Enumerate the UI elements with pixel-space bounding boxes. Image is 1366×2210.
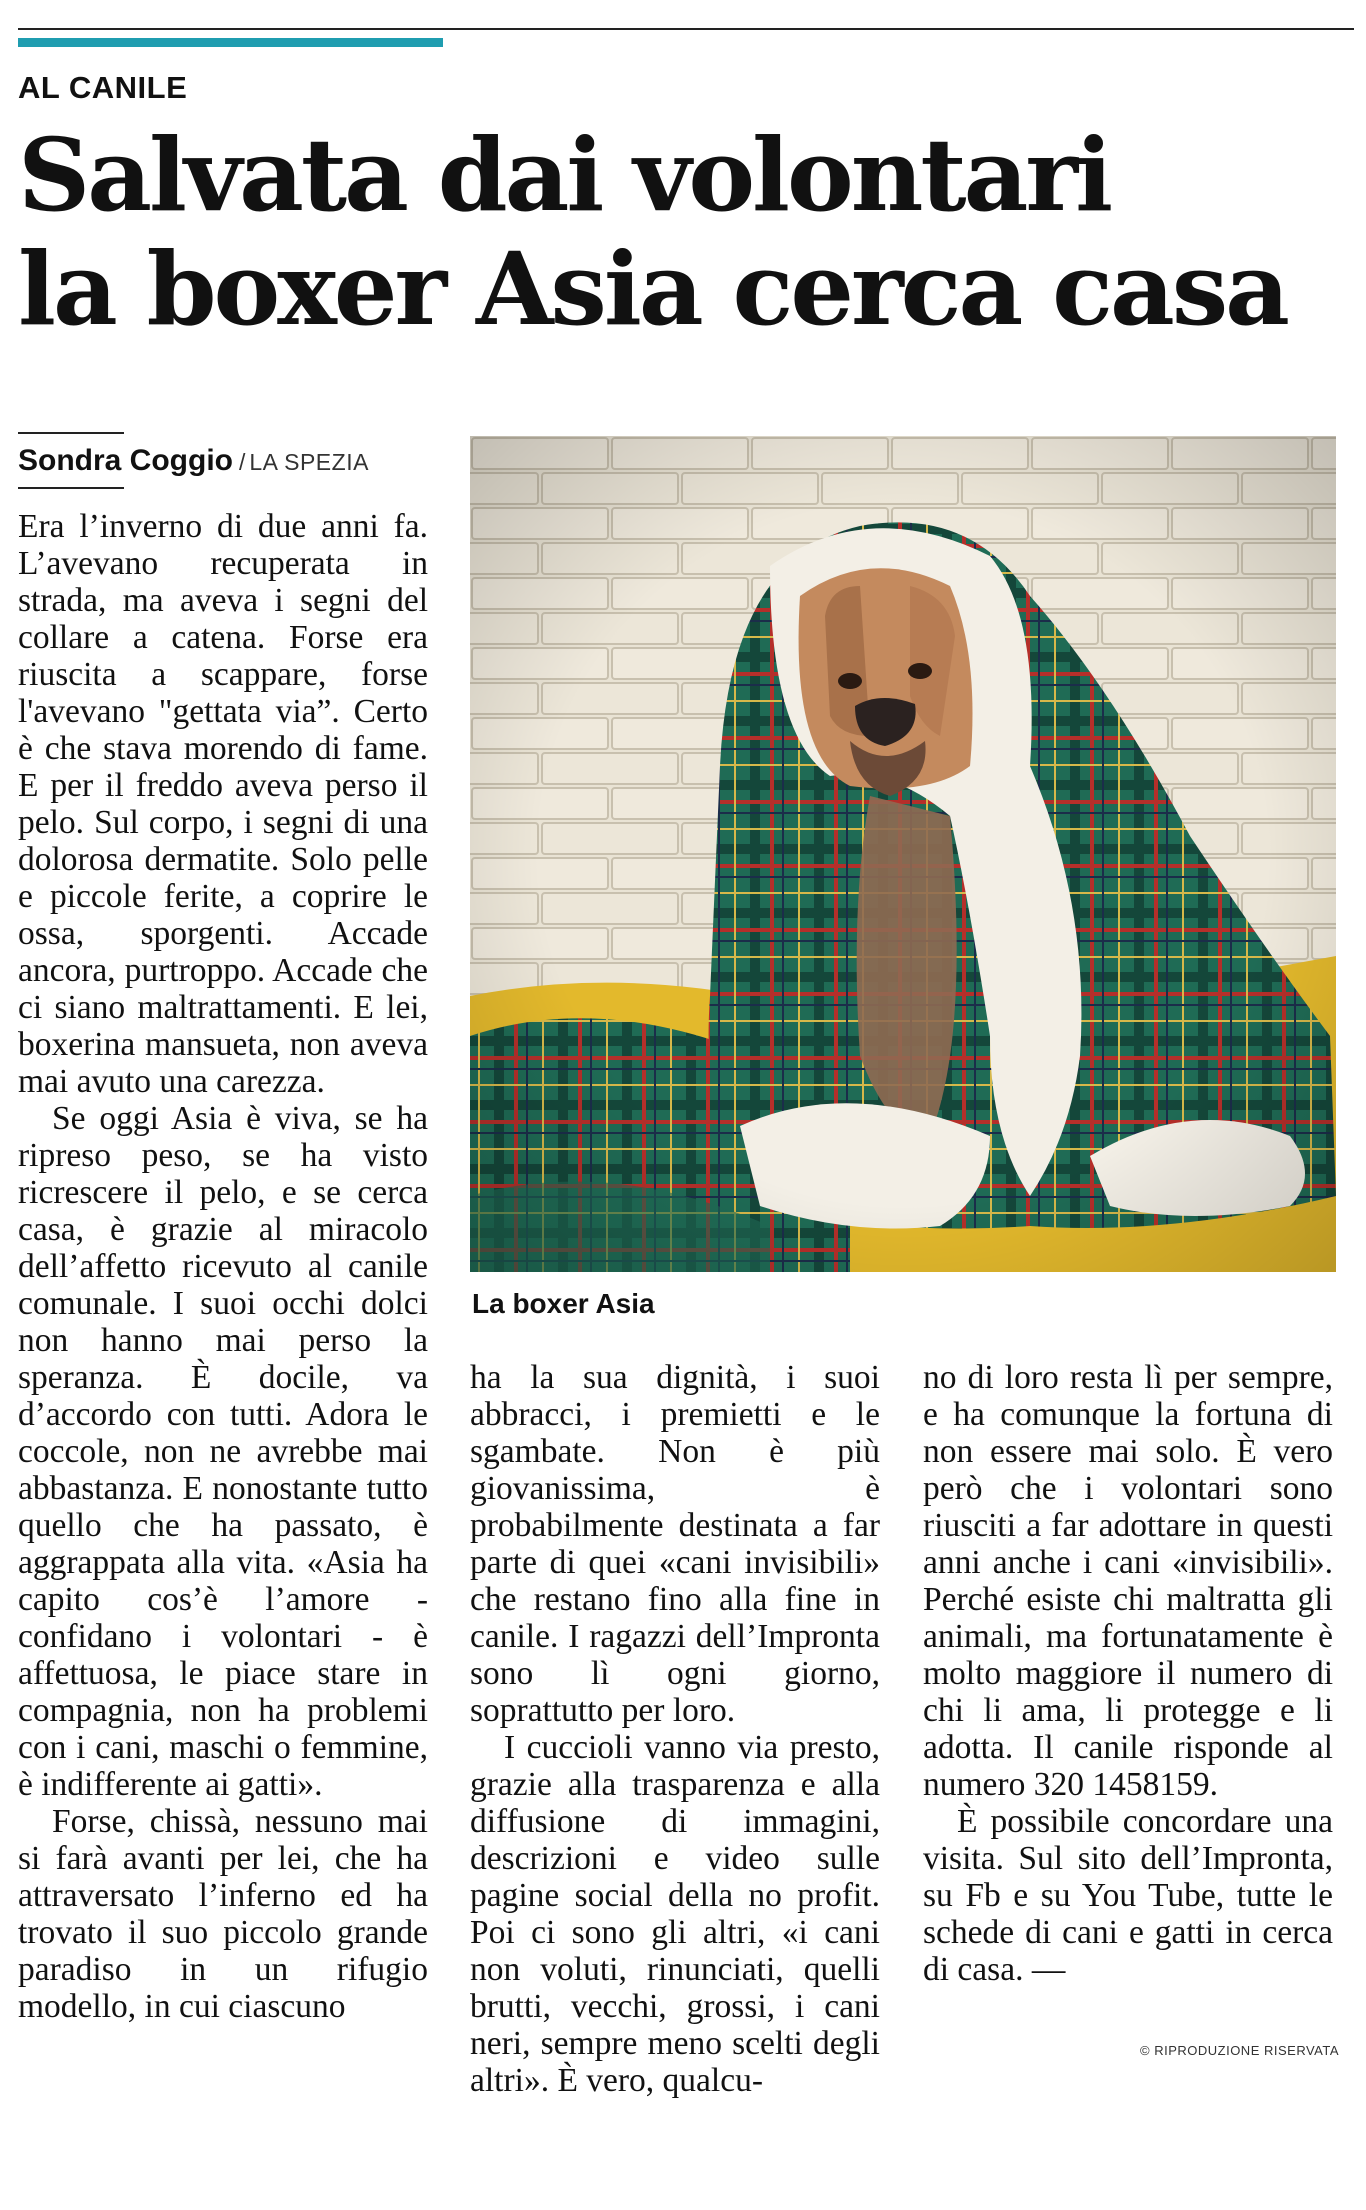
- byline-separator: /: [238, 449, 246, 475]
- paragraph: È possibile concordare una visita. Sul sito dell’Impronta, su Fb e su You Tube, tutte le schede di cani e gatti in cerca di casa. —: [923, 1803, 1333, 1988]
- byline-rule-top: [18, 432, 124, 434]
- article-column-1: [18, 508, 428, 2025]
- paragraph: Forse, chissà, nessuno mai si farà avanti per lei, che ha attraversato l’inferno ed ha trovato il suo piccolo grande paradiso in un rifugio modello, in cui ciascuno: [18, 1803, 428, 2025]
- boxer-dog-photo: [470, 436, 1336, 1272]
- article-column-3: [923, 1359, 1333, 1988]
- byline: [18, 444, 369, 478]
- paragraph: no di loro resta lì per sempre, e ha comunque la fortuna di non essere mai solo. È vero però che i volontari sono riusciti a far adottare in questi anni anche i cani «invisibili». Perché esiste chi maltratta gli animali, ma fortunatamente è molto maggiore il numero di chi li ama, li protegge e li adotta. Il canile risponde al numero 320 1458159.: [923, 1359, 1333, 1803]
- byline-rule-bottom: [18, 487, 124, 489]
- section-kicker: AL CANILE: [18, 70, 188, 105]
- paragraph: Era l’inverno di due anni fa. L’avevano recuperata in strada, ma aveva i segni del collare a catena. Forse era riuscita a scappare, forse l'avevano "gettata via”. Certo è che stava morendo di fame. E per il freddo aveva perso il pelo. Sul corpo, i segni di una dolorosa dermatite. Solo pelle e piccole ferite, a coprire le ossa, sporgenti. Accade ancora, purtroppo. Accade che ci siano maltrattamenti. E lei, boxerina mansueta, non aveva mai avuto una carezza.: [18, 508, 428, 1100]
- article-photo: [470, 436, 1336, 1272]
- paragraph: ha la sua dignità, i suoi abbracci, i premietti e le sgambate. Non è più giovanissima, è probabilmente destinata a far parte di quei «cani invisibili» che restano fino alla fine in canile. I ragazzi dell’Impronta sono lì ogni giorno, soprattutto per loro.: [470, 1359, 880, 1729]
- photo-caption: La boxer Asia: [472, 1288, 655, 1319]
- headline: [18, 118, 1348, 346]
- copyright-notice: © RIPRODUZIONE RISERVATA: [1140, 2043, 1340, 2058]
- top-rule: [18, 28, 1354, 30]
- byline-author: Sondra Coggio: [18, 444, 233, 477]
- headline-line-2: la boxer Asia cerca casa: [18, 230, 1287, 348]
- paragraph: I cuccioli vanno via presto, grazie alla trasparenza e alla diffusione di immagini, descrizioni e video sulle pagine social della no profit. Poi ci sono gli altri, «i cani non voluti, rinunciati, quelli brutti, vecchi, grossi, i cani neri, sempre meno scelti degli altri». È vero, qualcu-: [470, 1729, 880, 2099]
- byline-location: LA SPEZIA: [249, 449, 369, 475]
- article-column-2: [470, 1359, 880, 2099]
- headline-line-1: Salvata dai volontari: [18, 116, 1111, 234]
- section-accent-bar: [18, 38, 443, 47]
- paragraph: Se oggi Asia è viva, se ha ripreso peso, se ha visto ricrescere il pelo, e se cerca casa, è grazie al miracolo dell’affetto ricevuto al canile comunale. I suoi occhi dolci non hanno mai perso la speranza. È docile, va d’accordo con tutti. Adora le coccole, non ne avrebbe mai abbastanza. E nonostante tutto quello che ha passato, è aggrappata alla vita. «Asia ha capito cos’è l’amore - confidano i volontari - è affettuosa, le piace stare in compagnia, non ha problemi con i cani, maschi o femmine, è indifferente ai gatti».: [18, 1100, 428, 1803]
